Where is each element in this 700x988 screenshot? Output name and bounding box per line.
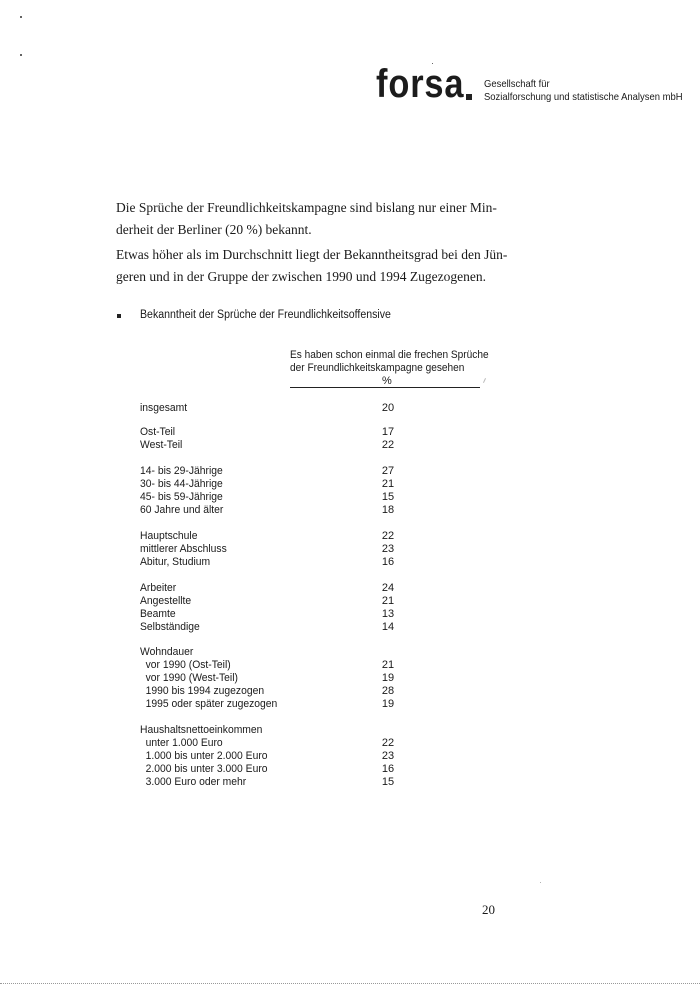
row-label: 60 Jahre und älter <box>140 504 224 516</box>
row-label: 1.000 bis unter 2.000 Euro <box>145 750 268 762</box>
group-label-einkommen: Haushaltsnettoeinkommen <box>140 724 263 736</box>
row-value: 17 <box>381 426 395 438</box>
column-header-line2: der Freundlichkeitskampagne gesehen <box>290 362 465 374</box>
logo-wordmark: forsa <box>376 62 465 106</box>
row-value: 21 <box>381 595 395 607</box>
row-label: 1995 oder später zugezogen <box>145 698 278 710</box>
row-value: 28 <box>381 685 395 697</box>
bullet-icon <box>117 314 121 318</box>
row-value: 14 <box>381 621 395 633</box>
row-label: Hauptschule <box>140 530 198 542</box>
row-value: 21 <box>381 478 395 490</box>
row-label: insgesamt <box>140 402 188 414</box>
intro-paragraph-1 <box>116 197 496 241</box>
row-label: vor 1990 (Ost-Teil) <box>145 659 231 671</box>
row-value: 15 <box>381 491 395 503</box>
row-label: 14- bis 29-Jährige <box>140 465 223 477</box>
page-number: 20 <box>482 902 495 917</box>
row-label: Angestellte <box>140 595 192 607</box>
scan-speck <box>20 16 22 18</box>
paragraph-line: Die Sprüche der Freundlichkeitskampagne sind bislang nur einer Min- <box>116 200 497 215</box>
row-value: 23 <box>381 750 395 762</box>
paragraph-line: geren und in der Gruppe der zwischen 1990 und 1994 Zugezogenen. <box>116 269 487 284</box>
row-label: unter 1.000 Euro <box>145 737 223 749</box>
org-name-line2: Sozialforschung und statistische Analysen mbH <box>484 91 683 103</box>
section-title: Bekanntheit der Sprüche der Freundlichkeitsoffensive <box>140 309 391 321</box>
row-label: Beamte <box>140 608 176 620</box>
row-value: 22 <box>381 737 395 749</box>
row-value: 18 <box>381 504 395 516</box>
row-label: Abitur, Studium <box>140 556 211 568</box>
row-label: 45- bis 59-Jährige <box>140 491 223 503</box>
row-label: Ost-Teil <box>140 426 176 438</box>
scan-speck <box>540 882 541 883</box>
row-label: 2.000 bis unter 3.000 Euro <box>145 763 268 775</box>
row-value: 24 <box>381 582 395 594</box>
paragraph-line: Etwas höher als im Durchschnitt liegt der Bekanntheitsgrad bei den Jün- <box>116 247 508 262</box>
row-value: 16 <box>381 556 395 568</box>
row-value: 22 <box>381 439 395 451</box>
column-header-line1: Es haben schon einmal die frechen Sprüche <box>290 349 489 361</box>
row-value: 13 <box>381 608 395 620</box>
row-value: 15 <box>381 776 395 788</box>
row-label: Selbständige <box>140 621 200 633</box>
scan-speck <box>20 54 22 56</box>
row-label: vor 1990 (West-Teil) <box>145 672 238 684</box>
unit-label: % <box>382 375 392 387</box>
paragraph-line: derheit der Berliner (20 %) bekannt. <box>116 222 312 237</box>
intro-paragraph-2 <box>116 244 508 288</box>
logo-square-icon <box>466 94 472 100</box>
row-label: mittlerer Abschluss <box>140 543 227 555</box>
row-value: 19 <box>381 672 395 684</box>
row-value: 16 <box>381 763 395 775</box>
row-value: 21 <box>381 659 395 671</box>
row-label: Arbeiter <box>140 582 177 594</box>
row-label: 1990 bis 1994 zugezogen <box>145 685 265 697</box>
row-value: 19 <box>381 698 395 710</box>
forsa-logo <box>376 64 479 104</box>
row-label: West-Teil <box>140 439 183 451</box>
row-value: 23 <box>381 543 395 555</box>
row-value: 27 <box>381 465 395 477</box>
row-label: 3.000 Euro oder mehr <box>145 776 247 788</box>
org-name-line1: Gesellschaft für <box>484 78 550 90</box>
group-label-wohndauer: Wohndauer <box>140 646 194 658</box>
row-value: 20 <box>381 402 395 414</box>
scan-bottom-edge <box>0 983 700 984</box>
row-label: 30- bis 44-Jährige <box>140 478 223 490</box>
row-value: 22 <box>381 530 395 542</box>
scan-mark <box>483 378 486 383</box>
header-rule <box>290 387 480 388</box>
